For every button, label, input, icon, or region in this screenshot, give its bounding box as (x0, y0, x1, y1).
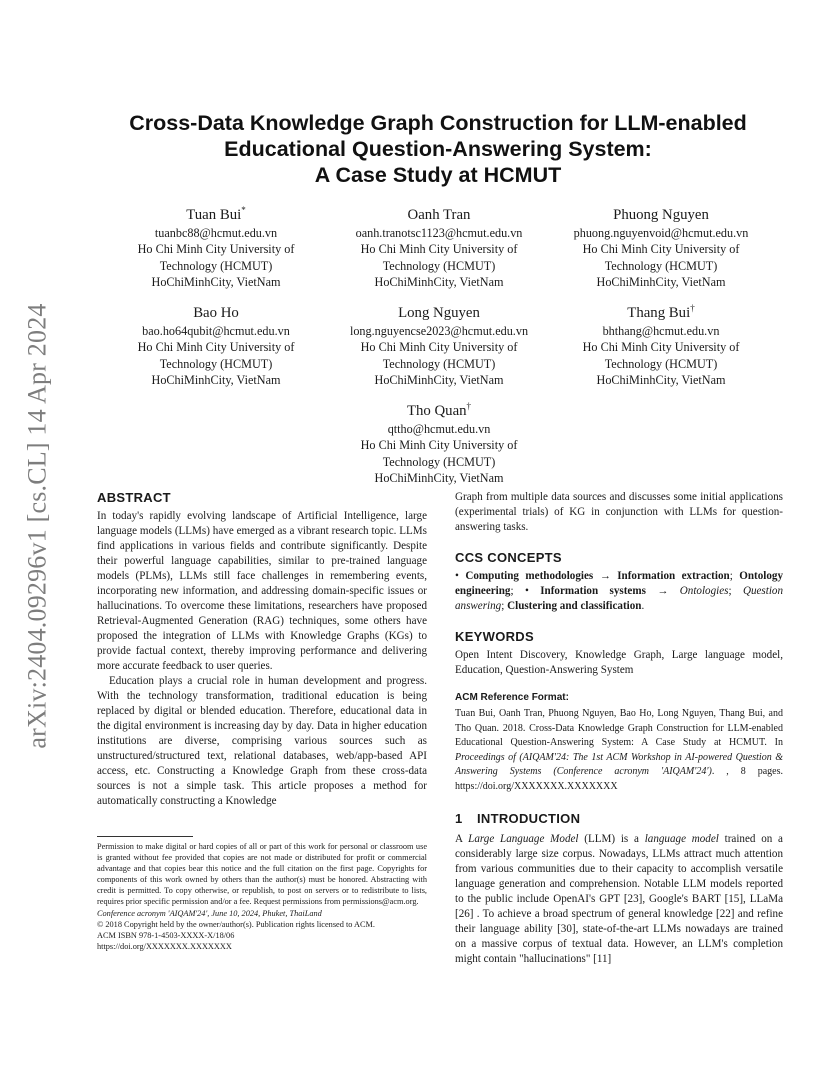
ccs-concepts: • Computing methodologies → Information extraction; Ontology engineering; • Information systems → Ontologies; Question answering; Clustering and classification. (455, 570, 783, 612)
author-location: HoChiMinhCity, VietNam (151, 275, 281, 290)
title-line: A Case Study at HCMUT (314, 163, 562, 187)
acm-reference: Tuan Bui, Oanh Tran, Phuong Nguyen, Bao Ho, Long Nguyen, Thang Bui, and Tho Quan. 2018. Cross-Data Knowledge Graph Construction for LLM-enabled Educational Question-Answering System: A Case Study at HCMUT. In Proceedings of (AIQAM'24: The 1st ACM Workshop in AI-powered Question & Answering Systems (Conference acronym 'AIQAM'24'). , 8 pages. https://doi.org/XXXXXXX.XXXXXXX (455, 708, 783, 792)
introduction-heading (455, 811, 783, 826)
author-email[interactable]: qttho@hcmut.edu.vn (387, 421, 491, 436)
author-affiliation: Technology (HCMUT) (159, 356, 273, 371)
paper-title (100, 110, 776, 188)
author-location: HoChiMinhCity, VietNam (596, 275, 726, 290)
introduction-paragraph: A Large Language Model (LLM) is a language model trained on a considerably large size corpus. Nowadays, LLMs attract much attention from various communities due to their capacity to accomplish versatile language generation and comprehension. Notable LLM models reported to the public include OpenAI's GPT [23], Google's BART [15], LLaMa [26] . To achieve a broad spectrum of general knowledge [22] and refine their language ability [30], state-of-the-art LLMs nowadays are trained on a massive corpus of textual data. However, an LLM's completion might contain "hallucinations" [11] (455, 832, 783, 965)
author-block (546, 200, 776, 291)
author-block (324, 298, 554, 389)
isbn-text: ACM ISBN 978-1-4503-XXXX-X/18/06 (97, 930, 235, 940)
author-email[interactable]: tuanbc88@hcmut.edu.vn (154, 225, 278, 240)
author-location: HoChiMinhCity, VietNam (374, 471, 504, 486)
author-block (546, 298, 776, 389)
author-location: HoChiMinhCity, VietNam (374, 275, 504, 290)
author-affiliation: Ho Chi Minh City University of (137, 242, 295, 257)
section-title: INTRODUCTION (477, 810, 581, 826)
author-mark: * (241, 205, 246, 215)
author-affiliation: Technology (HCMUT) (604, 356, 718, 371)
author-block (324, 200, 554, 291)
author-affiliation: Ho Chi Minh City University of (582, 340, 740, 355)
author-affiliation: Ho Chi Minh City University of (360, 438, 518, 453)
author-name: Phuong Nguyen (613, 206, 709, 223)
author-block (101, 298, 331, 389)
author-affiliation: Technology (HCMUT) (382, 258, 496, 273)
right-column (455, 490, 783, 967)
title-line: Educational Question-Answering System: (224, 137, 652, 161)
author-name: Long Nguyen (398, 304, 480, 321)
author-email[interactable]: bhthang@hcmut.edu.vn (602, 323, 720, 338)
author-name: Tuan Bui* (186, 205, 246, 223)
title-line: Cross-Data Knowledge Graph Construction for LLM-enabled (129, 111, 747, 135)
author-location: HoChiMinhCity, VietNam (151, 373, 281, 388)
ccs-heading: CCS CONCEPTS (455, 550, 562, 565)
author-email[interactable]: oanh.tranotsc1123@hcmut.edu.vn (355, 225, 523, 240)
author-email[interactable]: long.nguyencse2023@hcmut.edu.vn (349, 323, 529, 338)
author-block (101, 200, 331, 291)
keywords-text: Open Intent Discovery, Knowledge Graph, Large language model, Education, Question-Answering System (455, 649, 783, 676)
copyright-text: © 2018 Copyright held by the owner/author(s). Publication rights licensed to ACM. (97, 919, 375, 929)
arxiv-identifier-text: arXiv:2404.09296v1 [cs.CL] 14 Apr 2024 (23, 302, 53, 749)
author-affiliation: Technology (HCMUT) (159, 258, 273, 273)
author-email[interactable]: bao.ho64qubit@hcmut.edu.vn (142, 323, 290, 338)
abstract-paragraph: In today's rapidly evolving landscape of Artificial Intelligence, large language models (LLMs) have emerged as a vibrant research topic. LLMs find applications in various fields and contribute significantly. Despite their powerful language capabilities, similar to pre-trained language models (PLMs), LLMs still face challenges in remembering events, incorporating new information, and addressing domain-specific issues or hallucinations. To overcome these limitations, researchers have proposed Retrieval-Augmented Generation (RAG) techniques, some others have proposed the integration of LLMs with Knowledge Graphs (KGs) to provide factual context, thereby improving performance and delivering more accurate feedback to user queries. (97, 510, 427, 672)
left-column (97, 490, 427, 809)
author-affiliation: Technology (HCMUT) (382, 356, 496, 371)
permission-text: Permission to make digital or hard copies of all or part of this work for personal or classroom use is granted without fee provided that copies are not made or distributed for profit or commercial advantage and that copies bear this notice and the full citation on the first page. Copyrights for components of this work owned by others than the author(s) must be honored. Abstracting with credit is permitted. To copy otherwise, or republish, to post on servers or to redistribute to lists, requires prior specific permission and/or a fee. Request permissions from permissions@acm.org. (97, 842, 427, 907)
footnote-rule (97, 836, 193, 837)
author-location: HoChiMinhCity, VietNam (374, 373, 504, 388)
author-name: Thang Bui† (627, 303, 695, 321)
keywords-heading: KEYWORDS (455, 629, 534, 644)
author-block (324, 396, 554, 487)
author-name: Tho Quan† (406, 401, 472, 419)
author-mark: † (690, 303, 695, 313)
author-location: HoChiMinhCity, VietNam (596, 373, 726, 388)
author-affiliation: Technology (HCMUT) (604, 258, 718, 273)
abstract-paragraph: Education plays a crucial role in human development and progress. With the technology transformation, traditional education is being replaced by digital or blended education. Therefore, educational data in the digital environment is increasing day by day. Data in higher education institutions are diverse, comprising various sources such as unstructured/structured text, relational databases, web/app-based API access, etc. Constructing a Knowledge Graph from these cross-data sources is not a simple task. This article proposes a method for automatically constructing a Knowledge (97, 675, 427, 807)
author-affiliation: Technology (HCMUT) (382, 454, 496, 469)
section-number: 1 (455, 810, 463, 826)
author-affiliation: Ho Chi Minh City University of (360, 340, 518, 355)
author-affiliation: Ho Chi Minh City University of (137, 340, 295, 355)
conference-info: Conference acronym 'AIQAM'24', June 10, 2024, Phuket, ThaiLand (97, 908, 322, 918)
copyright-footnote (97, 841, 427, 952)
abstract-continuation: Graph from multiple data sources and discusses some initial applications (experimental trials) of KG in conjunction with LLMs for question-answering tasks. (455, 491, 783, 533)
arxiv-identifier (18, 288, 58, 763)
author-name: Bao Ho (193, 304, 239, 321)
abstract-heading: ABSTRACT (97, 490, 171, 505)
acm-reference-heading: ACM Reference Format: (455, 692, 569, 703)
author-email[interactable]: phuong.nguyenvoid@hcmut.edu.vn (573, 225, 749, 240)
author-affiliation: Ho Chi Minh City University of (582, 242, 740, 257)
author-mark: † (466, 401, 472, 411)
author-affiliation: Ho Chi Minh City University of (360, 242, 518, 257)
doi-link[interactable]: https://doi.org/XXXXXXX.XXXXXXX (97, 941, 232, 951)
author-name: Oanh Tran (407, 206, 471, 223)
